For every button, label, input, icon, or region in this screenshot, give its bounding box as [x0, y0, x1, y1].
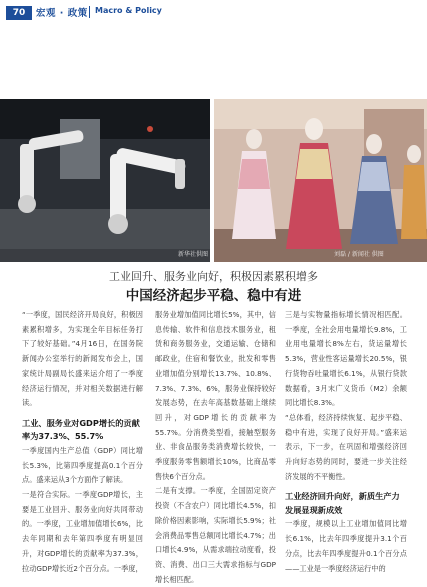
- article-column-1: [22, 308, 143, 576]
- paragraph: 一季度，规模以上工业增加值同比增长6.1%，比去年四季度提升3.1个百分点，比去年四季度提升0.1个百分点——工业是一季度经济运行中的: [285, 519, 407, 573]
- paragraph: 三是与实物量指标增长情况相匹配。一季度，全社会用电量增长9.8%，工业用电量增长8%左右，货运量增长5.3%，营业性客运量增长20.5%，银行货物吞吐量增长6.1%，从银行贷款数据看，3月末广义货币（M2）余额同比增长8.3%。: [285, 310, 407, 408]
- page-header: [0, 0, 427, 26]
- section-name: 宏观 · 政策: [36, 8, 88, 19]
- mannequins-illustration: [214, 99, 427, 262]
- page-number: 70: [6, 6, 32, 20]
- article-column-3: [285, 308, 407, 576]
- photo-credit-right: 刘磊 / 新闻社 供图: [334, 251, 384, 258]
- article-column-2: [155, 308, 276, 587]
- article-title: 中国经济起步平稳、稳中有进: [125, 288, 302, 304]
- photo-strip: [0, 99, 427, 262]
- paragraph: 一季度国内生产总值（GDP）同比增长5.3%，比第四季度提高0.1个百分点。盛来运从3个方面作了解读。: [22, 445, 143, 485]
- paragraph: 服务业增加值同比增长5%，其中，信息传输、软件和信息技术服务业，租赁和商务服务业，交通运输、仓储和邮政业，住宿和餐饮业，批发和零售业增加值分别增长13.7%、10.8%、7.3%、7.3%、6%，服务业保持较好发展态势，在去年高基数基础上继续回升，对GDP增长的贡献率为55.7%。分消费类型看，接触型服务业、非食品服务类消费增长较快，一季度服务零售额增长10%，比商品零售快6个百分点。: [155, 310, 276, 481]
- paragraph: “一季度，国民经济开局良好，积极因素累积增多，为实现全年目标任务打下了较好基础。”4月16日，在国务院新闻办公室举行的新闻发布会上，国家统计局副局长盛来运介绍了一季度经济运行情况，并对相关数据进行解读。: [22, 310, 143, 408]
- paragraph: “总体看，经济持续恢复、起步平稳、稳中有进，实现了良好开局。”盛来运表示，下一步，在巩固和增强经济回升向好态势的同时，要进一步关注经济发展的不平衡性。: [285, 412, 407, 481]
- robot-arms-illustration: [0, 99, 210, 262]
- photo-industrial-robots: [0, 99, 210, 262]
- photo-credit-left: 新华社供图: [178, 251, 209, 258]
- photo-store-mannequins: [214, 99, 427, 262]
- section-name-en: Macro & Policy: [95, 6, 162, 15]
- section-heading: 工业经济回升向好，新质生产力发展显现新成效: [285, 491, 400, 515]
- paragraph: 一是符合实际。一季度GDP增长，主要是工业回升、服务业向好共同带动的。一季度，工业增加值增长6%，比去年同期和去年第四季度有明显回升，对GDP增长的贡献率为37.3%，拉动GDP增长近2个百分点。一季度，: [22, 490, 143, 573]
- article-headline: [0, 262, 427, 302]
- section-heading: 工业、服务业对GDP增长的贡献率为37.3%、55.7%: [22, 417, 140, 442]
- article-subtitle: 工业回升、服务业向好，积极因素累积增多: [109, 270, 318, 283]
- section-divider: [89, 6, 90, 18]
- paragraph: 二是有支撑。一季度，全国固定资产投资（不含农户）同比增长4.5%，扣除价格因素影响，实际增长5.9%；社会消费品零售总额同比增长4.7%；出口增长4.9%，从需求端拉动度看，投资、消费、出口三大需求指标与GDP增长相匹配。: [155, 486, 276, 584]
